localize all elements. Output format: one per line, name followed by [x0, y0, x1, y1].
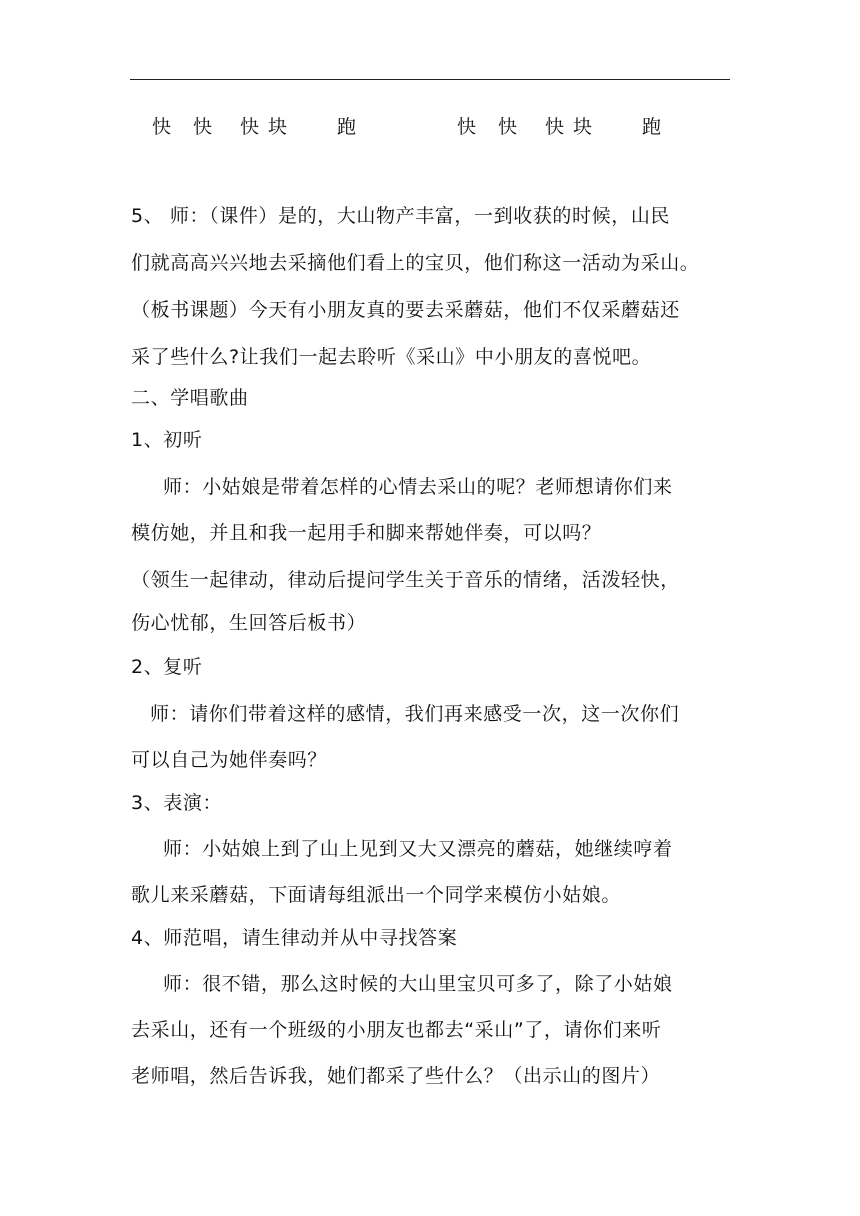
- subsection-heading: 4、师范唱，请生律动并从中寻找答案: [131, 927, 458, 949]
- subsection-heading: 2、复听: [131, 656, 203, 678]
- rhythm-char: 跑: [337, 116, 357, 138]
- subsection-heading: 3、表演：: [131, 792, 223, 814]
- rhythm-char: 块: [268, 116, 288, 138]
- rhythm-group-right: [457, 113, 662, 141]
- paragraph-line: 伤心忧郁，生回答后板书）: [131, 612, 367, 634]
- paragraph-line: 去采山，还有一个班级的小朋友也都去“采山”了，请你们来听: [131, 1019, 662, 1041]
- subsection-heading: 1、初听: [131, 429, 203, 451]
- paragraph-line: 采了些什么?让我们一起去聆听《采山》中小朋友的喜悦吧。: [131, 346, 652, 368]
- paragraph-line: （领生一起律动，律动后提问学生关于音乐的情绪，活泼轻快，: [131, 569, 680, 591]
- rhythm-char: 快: [545, 116, 565, 138]
- rhythm-group-left: [152, 113, 357, 141]
- paragraph-line: 师：小姑娘上到了山上见到又大又漂亮的蘑菇，她继续哼着: [163, 838, 673, 860]
- header-rule: [130, 79, 730, 80]
- rhythm-char: 快: [152, 116, 172, 138]
- paragraph-line: 5、 师：（课件）是的，大山物产丰富，一到收获的时候，山民: [131, 205, 671, 227]
- paragraph-line: 模仿她，并且和我一起用手和脚来帮她伴奏，可以吗？: [131, 522, 602, 544]
- paragraph-line: 歌儿来采蘑菇，下面请每组派出一个同学来模仿小姑娘。: [131, 884, 622, 906]
- rhythm-char: 快: [457, 116, 477, 138]
- paragraph-line: 可以自己为她伴奏吗？: [131, 749, 328, 771]
- paragraph-line: 老师唱，然后告诉我，她们都采了些什么？（出示山的图片）: [131, 1065, 661, 1087]
- rhythm-char: 快: [498, 116, 518, 138]
- rhythm-char: 快: [240, 116, 260, 138]
- paragraph-line: 师：很不错，那么这时候的大山里宝贝可多了，除了小姑娘: [163, 973, 673, 995]
- rhythm-char: 快: [193, 116, 213, 138]
- paragraph-line: （板书课题）今天有小朋友真的要去采蘑菇，他们不仅采蘑菇还: [131, 299, 680, 321]
- rhythm-char: 块: [573, 116, 593, 138]
- paragraph-line: 师：请你们带着这样的感情，我们再来感受一次，这一次你们: [150, 703, 680, 725]
- section-heading: 二、学唱歌曲: [131, 387, 249, 409]
- paragraph-line: 们就高高兴兴地去采摘他们看上的宝贝，他们称这一活动为采山。: [131, 252, 700, 274]
- rhythm-char: 跑: [642, 116, 662, 138]
- paragraph-line: 师：小姑娘是带着怎样的心情去采山的呢？老师想请你们来: [163, 476, 673, 498]
